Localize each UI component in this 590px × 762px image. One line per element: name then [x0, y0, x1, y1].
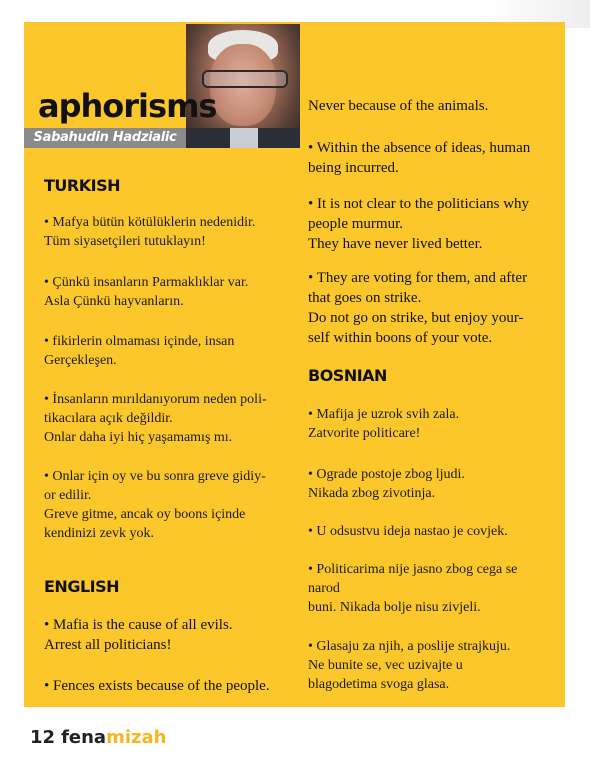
english-item-4: • It is not clear to the politicians why people murmur. They have never lived better. [308, 196, 530, 252]
english-item-1: • Mafia is the cause of all evils. Arrest all politicians! [44, 617, 233, 653]
bosnian-item-1: • Mafija je uzrok svih zala. Zatvorite politicare! [308, 407, 460, 441]
turkish-item-2: • Çünkü insanların Parmaklıklar var. Asla Çünkü hayvanların. [44, 275, 249, 309]
bosnian-item-5: • Glasaju za njih, a poslije strajkuju. Ne bunite se, vec uzivajte u blagodetima svoga glasa. [308, 639, 511, 692]
author-name: Sabahudin Hadzialic [33, 130, 177, 145]
turkish-item-5: • Onlar için oy ve bu sonra greve gidiy- or edilir. Greve gitme, ancak oy boons içinde kendinizi zevk yok. [44, 469, 266, 541]
english-item-2: • Fences exists because of the people. [44, 678, 270, 694]
page-footer [30, 727, 166, 748]
bosnian-item-2: • Ograde postoje zbog ljudi. Nikada zbog zivotinja. [308, 467, 465, 501]
turkish-item-4: • İnsanların mırıldanıyorum neden poli- tikacılara açık değildir. Onlar daha iyi hiç yaşamamış mı. [44, 392, 267, 445]
author-bar [24, 128, 186, 148]
heading-bosnian: BOSNIAN [308, 366, 387, 385]
brand-name-part2: mizah [106, 727, 167, 748]
page-number: 12 [30, 727, 56, 748]
heading-english: ENGLISH [44, 577, 120, 596]
brand-name-part1: fena [61, 727, 107, 748]
turkish-item-1: • Mafya bütün kötülüklerin nedenidir. Tüm siyasetçileri tutuklayın! [44, 215, 256, 249]
heading-turkish: TURKISH [44, 176, 120, 195]
page-title: aphorisms [38, 87, 217, 125]
bosnian-item-3: • U odsustvu ideja nastao je covjek. [308, 524, 508, 539]
bosnian-item-4: • Politicarima nije jasno zbog cega se narod buni. Nikada bolje nisu zivjeli. [308, 562, 518, 615]
english-item-2-cont: Never because of the animals. [308, 98, 489, 114]
english-item-5: • They are voting for them, and after that goes on strike. Do not go on strike, but enjoy your- self within boons of your vote. [308, 270, 528, 346]
english-item-3: • Within the absence of ideas, human being incurred. [308, 140, 531, 176]
turkish-item-3: • fikirlerin olmaması içinde, insan Gerçekleşen. [44, 334, 235, 368]
